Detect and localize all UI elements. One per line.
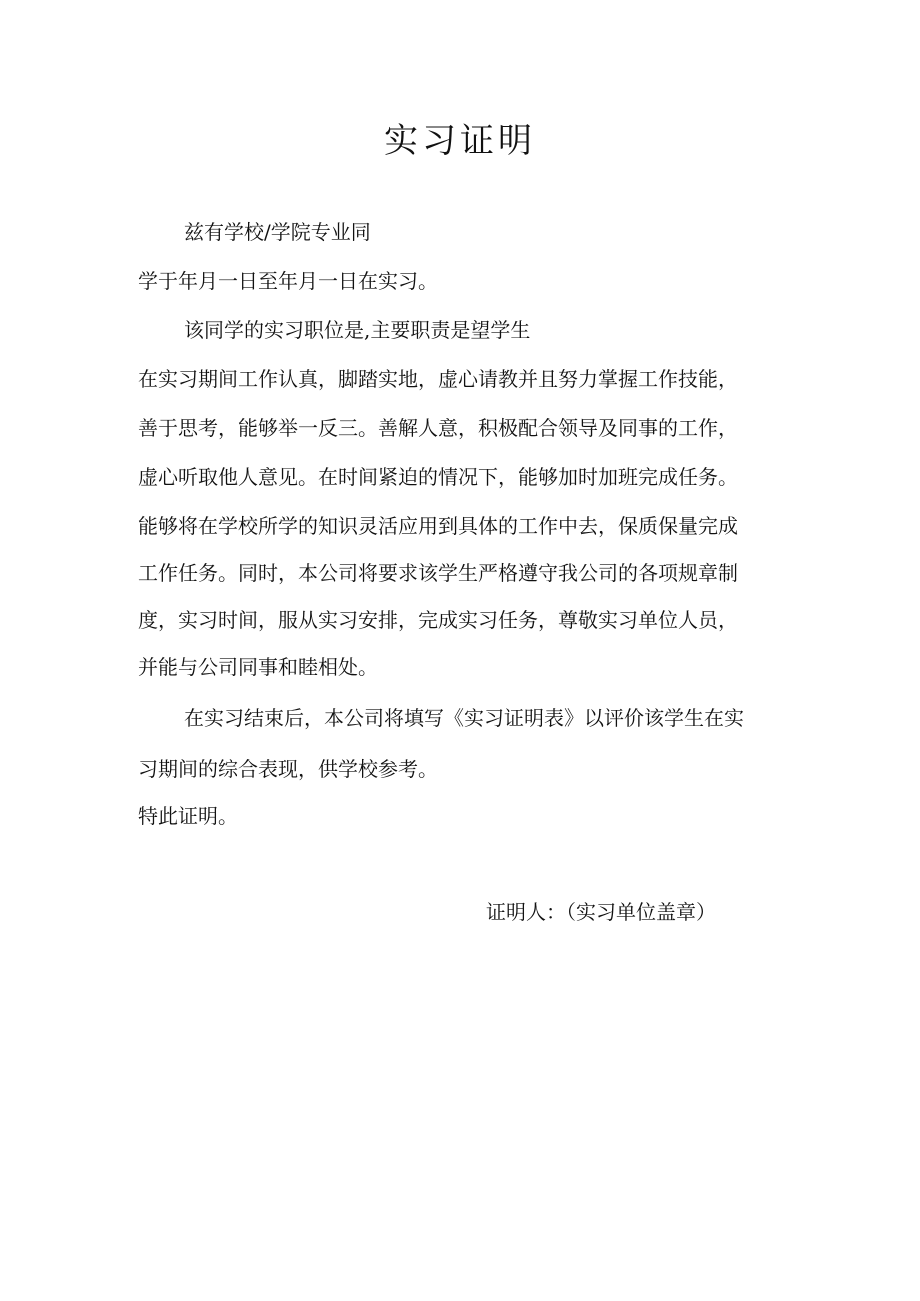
- signature-line: 证明人：（实习单位盖章）: [486, 900, 716, 924]
- closing-line: 特此证明。: [138, 804, 238, 828]
- paragraph-line-4: 在实习期间工作认真，脚踏实地，虚心请教并且努力掌握工作技能，: [138, 367, 738, 391]
- paragraph-line-10: 并能与公司同事和睦相处。: [138, 655, 378, 679]
- paragraph-line-12: 习期间的综合表现，供学校参考。: [138, 757, 438, 781]
- document-title: 实习证明: [384, 121, 536, 161]
- paragraph-line-3: 该同学的实习职位是,主要职责是望学生: [184, 318, 531, 342]
- paragraph-line-2: 学于年月一日至年月一日在实习。: [138, 269, 438, 293]
- paragraph-line-9: 度，实习时间，服从实习安排，完成实习任务，尊敬实习单位人员，: [138, 608, 738, 632]
- paragraph-line-1: 兹有学校/学院专业同: [184, 220, 371, 244]
- paragraph-line-8: 工作任务。同时，本公司将要求该学生严格遵守我公司的各项规章制: [138, 561, 738, 585]
- paragraph-line-11: 在实习结束后，本公司将填写《实习证明表》以评价该学生在实: [184, 706, 744, 730]
- paragraph-line-7: 能够将在学校所学的知识灵活应用到具体的工作中去，保质保量完成: [138, 514, 738, 538]
- paragraph-line-5: 善于思考，能够举一反三。善解人意，积极配合领导及同事的工作，: [138, 416, 738, 440]
- paragraph-line-6: 虚心听取他人意见。在时间紧迫的情况下，能够加时加班完成任务。: [138, 465, 738, 489]
